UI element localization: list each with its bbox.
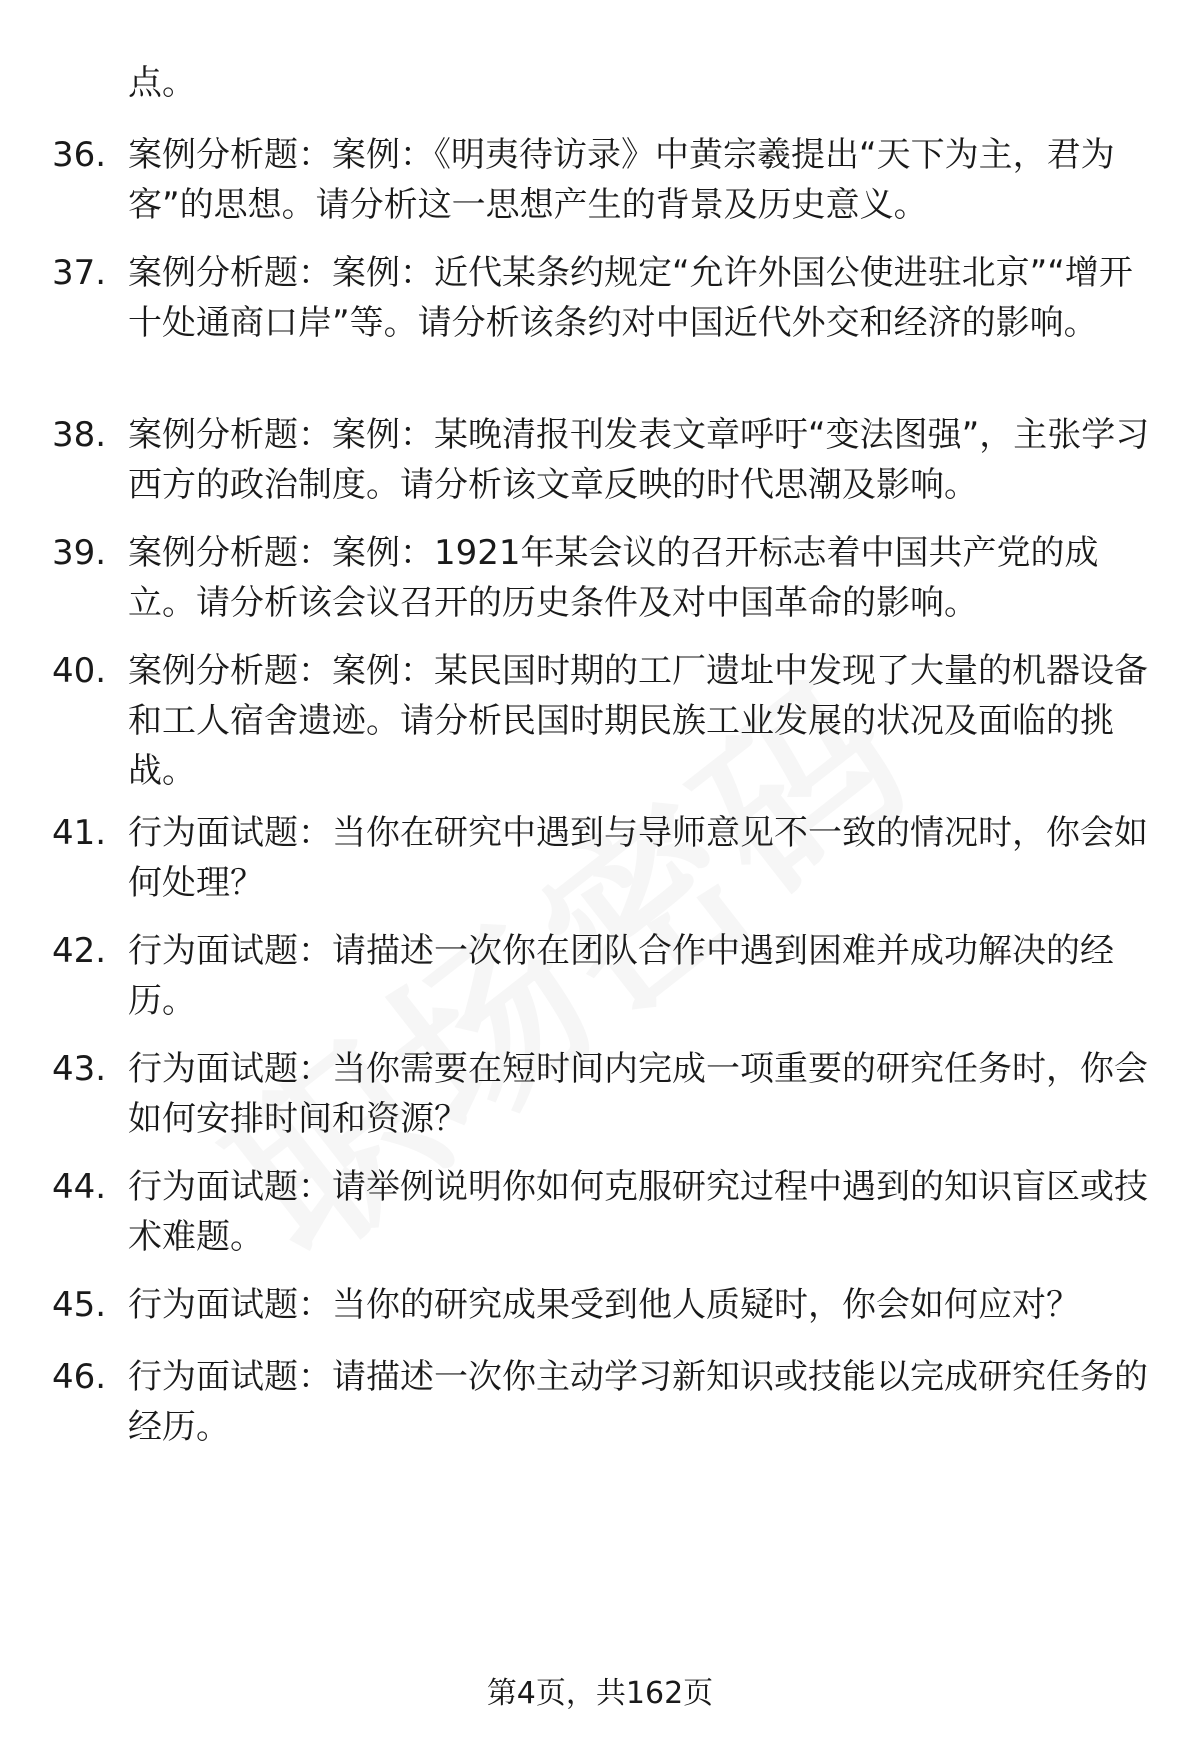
item-number: 40. xyxy=(52,651,107,691)
item-number: 46. xyxy=(52,1357,107,1397)
continuation-text: 点。 xyxy=(128,63,196,103)
item-number: 45. xyxy=(52,1285,107,1325)
item-number: 42. xyxy=(52,931,107,971)
item-text: 案例分析题：案例：《明夷待访录》中黄宗羲提出“天下为主，君为客”的思想。请分析这一思想产生的背景及历史意义。 xyxy=(128,135,1115,225)
item-number: 38. xyxy=(52,415,107,455)
page-footer: 第4页，共162页 xyxy=(486,1676,714,1711)
item-text: 行为面试题：请描述一次你在团队合作中遇到困难并成功解决的经历。 xyxy=(128,931,1114,1021)
item-text: 案例分析题：案例：近代某条约规定“允许外国公使进驻北京”“增开十处通商口岸”等。请分析该条约对中国近代外交和经济的影响。 xyxy=(128,253,1133,343)
item-number: 37. xyxy=(52,253,107,293)
item-text: 行为面试题：当你需要在短时间内完成一项重要的研究任务时，你会如何安排时间和资源？ xyxy=(128,1049,1148,1139)
item-text: 案例分析题：案例：1921年某会议的召开标志着中国共产党的成立。请分析该会议召开的历史条件及对中国革命的影响。 xyxy=(128,533,1099,623)
item-number: 41. xyxy=(52,813,107,853)
item-text: 行为面试题：请描述一次你主动学习新知识或技能以完成研究任务的经历。 xyxy=(128,1357,1148,1447)
item-number: 44. xyxy=(52,1167,107,1207)
item-text: 行为面试题：请举例说明你如何克服研究过程中遇到的知识盲区或技术难题。 xyxy=(128,1167,1148,1257)
item-number: 39. xyxy=(52,533,107,573)
item-text: 行为面试题：当你在研究中遇到与导师意见不一致的情况时，你会如何处理？ xyxy=(128,813,1148,903)
item-text: 行为面试题：当你的研究成果受到他人质疑时，你会如何应对？ xyxy=(128,1285,1080,1325)
item-number: 43. xyxy=(52,1049,107,1089)
item-text: 案例分析题：案例：某民国时期的工厂遗址中发现了大量的机器设备和工人宿舍遗迹。请分析民国时期民族工业发展的状况及面临的挑战。 xyxy=(128,651,1148,791)
item-number: 36. xyxy=(52,135,107,175)
item-text: 案例分析题：案例：某晚清报刊发表文章呼吁“变法图强”，主张学习西方的政治制度。请分析该文章反映的时代思潮及影响。 xyxy=(128,415,1150,505)
